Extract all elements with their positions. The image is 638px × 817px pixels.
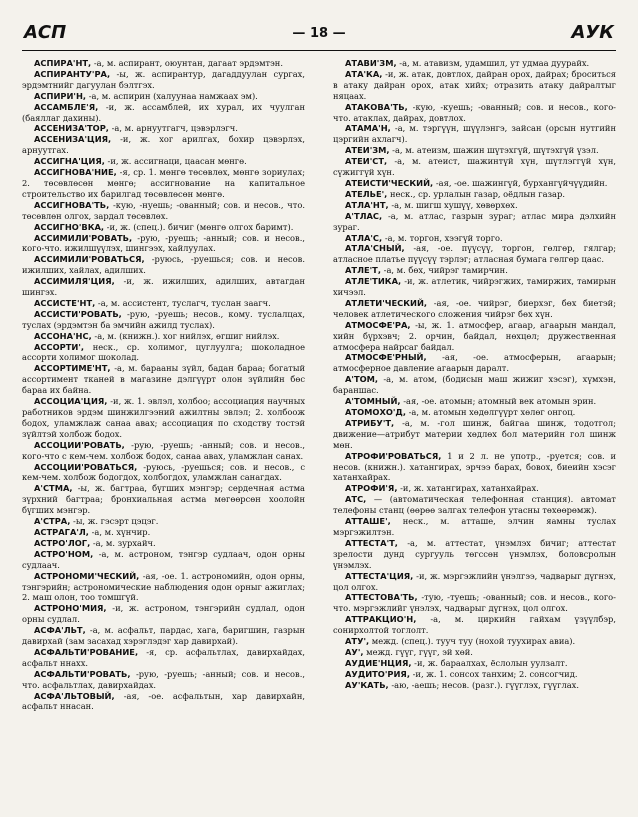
- entry-definition: -а, м. торгон, хээгүй торго.: [382, 232, 503, 243]
- entry-definition: — (автоматическая телефонная станция). автомат телефоны станц (өөрөө залгах телефон утасны төхөөрөмж).: [333, 494, 616, 516]
- entry-headword: АССИСТЕ'НТ,: [34, 297, 96, 308]
- entry-headword: АТЛА'С,: [345, 232, 383, 243]
- entry-headword: АТЕЛЬЕ',: [345, 188, 388, 199]
- entry-headword: АСТРОНО'МИЯ,: [34, 603, 107, 614]
- entry-definition: -тую, -туешь; -ованный; сов. и несов., кого-что. мэргэжлийг үнэлэх, чадварыг дүгнэх, цол олгох.: [333, 592, 616, 614]
- dictionary-entry: [22, 276, 305, 298]
- entry-headword: АТЕИ'ЗМ,: [345, 145, 390, 156]
- entry-definition: межд. (спец.). тууч туу (нохой туухирах авиа).: [369, 636, 576, 647]
- entry-definition: -рую, -руешь; -анный; сов. и несов., что. асфальтлах, давирхайдах.: [22, 668, 305, 690]
- dictionary-entry: [22, 102, 305, 124]
- dictionary-entry: [22, 549, 305, 571]
- entry-definition: -ая, -ое. атмосферын, агаарын; атмосферное давление агаарын даралт.: [333, 352, 616, 374]
- entry-definition: -рую, -руешь; -анный; сов. и несов., кого-что. ижилшүүлэх, шингээх, хайлуулах.: [22, 232, 305, 254]
- entry-definition: межд. гүүг, гүүг, эй хөй.: [363, 646, 473, 657]
- entry-headword: АСФА'ЛЬТОВЫЙ,: [34, 690, 115, 701]
- entry-definition: -а, м. тэргүүн, шүүлэнгэ, зайсан (орсын нутгийн цэргийн ахлагч).: [333, 123, 616, 145]
- dictionary-entry: [22, 123, 305, 134]
- entry-headword: АТЛА'НТ,: [345, 199, 389, 210]
- entry-headword: АТАВИ'ЗМ,: [345, 58, 397, 68]
- entry-headword: АТТАШЕ',: [345, 516, 391, 527]
- entry-headword: АСТРО'ЛОГ,: [34, 537, 91, 548]
- dictionary-entry: [333, 669, 616, 680]
- entry-definition: -и, ж. атак, довтлох, дайран орох, дайрах; броситься в атаку дайран орох, атак хийх; отразить атаку дайралтыг няцаах.: [333, 68, 616, 101]
- entry-definition: -и, ж. бараалхах, ёслолын уулзалт.: [411, 657, 568, 668]
- entry-definition: -и, ж. астроном, тэнгэрийн судлал, одон орны судлал.: [22, 603, 305, 625]
- entry-headword: АТТЕСТА'ЦИЯ,: [345, 570, 414, 581]
- entry-headword: АССИГНОВА'ТЬ,: [34, 199, 110, 210]
- entry-headword: АТЛЕ'Т,: [345, 265, 381, 276]
- entry-headword: АССИМИЛЯ'ЦИЯ,: [34, 276, 115, 287]
- dictionary-entry: [333, 156, 616, 178]
- entry-headword: АССОРТИ',: [34, 341, 85, 352]
- entry-definition: -а, м. аспирин (халуунаа намжаах эм).: [86, 90, 258, 101]
- dictionary-entry: [22, 91, 305, 102]
- entry-headword: АСПИРАНТУ'РА,: [34, 68, 111, 79]
- entry-definition: -и, ж. мэргэжлийн үнэлгээ, чадварыг дүгнэх, цол олгох.: [333, 570, 616, 592]
- entry-definition: -и, ж. ассигнаци, цаасан мөнгө.: [104, 156, 247, 167]
- dictionary-entry: [333, 538, 616, 571]
- right-guide-word: АУК: [571, 22, 614, 43]
- entry-headword: АУ',: [345, 646, 364, 657]
- entry-definition: -руюсь, -руешься; сов. и несов. ижилших, хайлах, адилших.: [22, 254, 305, 276]
- entry-headword: АУДИТО'РИЯ,: [345, 668, 410, 679]
- entry-headword: АТТЕСТОВА'ТЬ,: [345, 592, 418, 603]
- entry-definition: -ы, ж. багтраа, бүгших мэнгэр; сердечная астма зүрхний багтраа; бронхиальная астма мөгөөрсөн хоолойн бүгших мэнгэр.: [22, 483, 305, 516]
- dictionary-entry: [22, 527, 305, 538]
- entry-definition: -а, м. (книжн.). хог нийлэх, өгшиг нийлэх.: [91, 330, 280, 341]
- entry-headword: АССОЦИИ'РОВАТЬСЯ,: [34, 461, 138, 472]
- dictionary-entry: [333, 374, 616, 396]
- page-header: [22, 20, 616, 51]
- entry-definition: -а, м. зурхайч.: [90, 537, 156, 548]
- entry-definition: -а, м. асфальт, пардас, хага, баригшин, газрын давирхай (зам засахад хэрэглэдэг хар давирхай).: [22, 625, 305, 647]
- entry-headword: А'ТОМНЫЙ,: [345, 396, 401, 407]
- entry-headword: АССИСТИ'РОВАТЬ,: [34, 308, 122, 319]
- entry-headword: АССИГНА'ЦИЯ,: [34, 156, 105, 167]
- entry-definition: -и, ж. хатангирах, хатанхайрах.: [397, 483, 539, 494]
- dictionary-entry: [333, 123, 616, 145]
- dictionary-entry: [22, 298, 305, 309]
- entry-headword: АТМОСФЕ'РА,: [345, 319, 411, 330]
- entry-definition: -ая, -ое. пүүсүү, торгон, гөлгөр, гялгар; атласное платье пүүсүү тэрлэг; атласная бумага гөлгөр цаас.: [333, 243, 616, 265]
- entry-definition: -а, м. атеизм, шажин шүтэхгүй, шүтэхгүй үзэл.: [389, 145, 599, 156]
- dictionary-entry: [333, 320, 616, 353]
- dictionary-entry: [22, 331, 305, 342]
- dictionary-entry: [333, 516, 616, 538]
- entry-headword: АСФАЛЬТИ'РОВАТЬ,: [34, 668, 131, 679]
- entry-headword: АСФА'ЛЬТ,: [34, 625, 86, 636]
- entry-definition: -а, м. хүнчир.: [88, 526, 151, 537]
- dictionary-entry: [333, 145, 616, 156]
- dictionary-entry: [333, 298, 616, 320]
- entry-definition: неск., ср. холимог, цуглуулга; шоколадное ассорти холимог шоколад.: [22, 341, 305, 363]
- entry-definition: -а, м. циркийн гайхам үзүүлбэр, сонирхолтой тоглолт.: [333, 614, 616, 636]
- entry-headword: АТЕИСТИ'ЧЕСКИЙ,: [345, 177, 434, 188]
- dictionary-entry: [333, 614, 616, 636]
- entry-definition: -и, ж. хог арилгах, бохир цэвэрлэх, арнуутгах.: [22, 134, 305, 156]
- entry-headword: АТРОФИ'Я,: [345, 483, 398, 494]
- dictionary-entry: [22, 254, 305, 276]
- dictionary-entry: [333, 658, 616, 669]
- entry-headword: АСПИРИ'Н,: [34, 90, 87, 101]
- entry-headword: АТУ',: [345, 636, 370, 647]
- entry-definition: -а, м. шигш хушүү, хөвөрхөх.: [388, 199, 518, 210]
- dictionary-entry: [333, 178, 616, 189]
- entry-headword: АТЛА'СНЫЙ,: [345, 243, 405, 254]
- dictionary-entry: [333, 102, 616, 124]
- entry-headword: АТЛЕТИ'ЧЕСКИЙ,: [345, 297, 428, 308]
- dictionary-entry: [333, 200, 616, 211]
- dictionary-entry: [22, 233, 305, 255]
- dictionary-entry: [333, 418, 616, 451]
- entry-definition: -и, ж. атлетик, чийрэгжих, тамиржих, тамирын хичээл.: [333, 276, 616, 298]
- dictionary-entry: [333, 636, 616, 647]
- dictionary-entry: [22, 603, 305, 625]
- dictionary-entry: [333, 243, 616, 265]
- entry-definition: неск., ср. урлалын газар, оёдлын газар.: [387, 188, 565, 199]
- entry-headword: АССОЦИИ'РОВАТЬ,: [34, 439, 125, 450]
- entry-headword: АССИГНО'ВКА,: [34, 221, 105, 232]
- entry-headword: АССАМБЛЕ'Я,: [34, 101, 99, 112]
- entry-headword: АСТРАГА'Л,: [34, 526, 89, 537]
- entry-definition: -я, ср. 1. мөнгө төсөвлөх, мөнгө зориулах; 2. төсөвлөсөн мөнгө; ассигнование на капитальное строительство их барилгад төсөвлөсөн мөнгө.: [22, 167, 305, 199]
- entry-definition: -рую, -руешь; несов., кому. туслалцах, туслах (эрдэмтэн ба эмчийн ажилд туслах).: [22, 308, 305, 330]
- entry-headword: АТТРАКЦИО'Н,: [345, 614, 417, 625]
- dictionary-entry: [22, 58, 305, 69]
- entry-definition: -а, м. атавизм, удамшил, ут удмаа дуурайх.: [396, 58, 590, 68]
- entry-headword: АССОЦИА'ЦИЯ,: [34, 396, 108, 407]
- dictionary-entry: [333, 276, 616, 298]
- entry-headword: АУ'КАТЬ,: [345, 679, 389, 690]
- dictionary-entry: [22, 571, 305, 604]
- dictionary-entry: [333, 233, 616, 244]
- entry-definition: -а, м. арнуутгагч, цэвэрлэгч.: [108, 123, 238, 134]
- dictionary-entry: [22, 483, 305, 516]
- entry-definition: -ы, ж. 1. атмосфер, агаар, агаарын мандал, хийн бүрхэвч; 2. орчин, байдал, нөхцөл; дружественная атмосфера найрсаг байдал.: [333, 319, 616, 352]
- dictionary-entry: [333, 483, 616, 494]
- entry-definition: -а, м. бөх, чийрэг тамирчин.: [381, 265, 508, 276]
- page-number: — 18 —: [292, 26, 346, 41]
- dictionary-entry: [22, 516, 305, 527]
- dictionary-entry: [333, 211, 616, 233]
- dictionary-entry: [22, 200, 305, 222]
- dictionary-entry: [333, 407, 616, 418]
- entry-definition: -ая, -ое. атомын; атомный век атомын эрин.: [400, 396, 597, 407]
- entry-definition: -рую, -руешь; -анный; сов. и несов., кого-что с кем-чем. холбож бодох, санаа авах, уламжлан санах.: [22, 439, 305, 461]
- dictionary-entry: [22, 156, 305, 167]
- entry-headword: АТМОСФЕ'РНЫЙ,: [345, 352, 427, 363]
- dictionary-entry: [22, 669, 305, 691]
- dictionary-entry: [22, 309, 305, 331]
- entry-headword: АССЕНИЗА'ТОР,: [34, 123, 109, 134]
- entry-headword: АССИМИЛИ'РОВАТЬСЯ,: [34, 254, 145, 265]
- entry-headword: АУДИЕ'НЦИЯ,: [345, 657, 412, 668]
- dictionary-entry: [333, 647, 616, 658]
- dictionary-entry: [333, 680, 616, 691]
- entry-definition: -я, ср. асфальтлах, давирхайдах, асфальт ннахх.: [22, 646, 305, 668]
- entry-definition: -а, м. ассистент, туслагч, туслан заагч.: [95, 297, 271, 308]
- dictionary-entry: [22, 625, 305, 647]
- entry-definition: -а, м. барааны зүйл, бадан бараа; богатый ассортимент тканей в магазине дэлгүүрт олон зүйлийн бөс бараа их байна.: [22, 363, 305, 396]
- entry-definition: -ая, -ое. асфальтын, хар давирхайн, асфальт ннасан.: [22, 690, 305, 712]
- entry-headword: АССИГНОВА'НИЕ,: [34, 167, 117, 178]
- dictionary-entry: [333, 494, 616, 516]
- entry-definition: -и, ж. 1. сонсох танхим; 2. сонсогчид.: [409, 668, 578, 679]
- entry-headword: АССОНА'НС,: [34, 330, 92, 341]
- right-column: [333, 58, 616, 806]
- dictionary-entry: [22, 440, 305, 462]
- entry-definition: -а, м. атомын хөдөлгүүрт хөлөг онгоц.: [405, 407, 576, 417]
- entry-definition: -ая, -ое. 1. астрономийн, одон орны, тэнгэрийн; астрономические наблюдения одон орныг ажиглах; 2. маш олон, тоо томшгүй.: [22, 570, 305, 603]
- entry-headword: А'СТМА,: [34, 483, 73, 494]
- entry-headword: А'ТЛАС,: [345, 210, 383, 221]
- entry-headword: АССИМИЛИ'РОВАТЬ,: [34, 232, 133, 243]
- dictionary-entry: [333, 58, 616, 69]
- dictionary-entry: [22, 167, 305, 200]
- dictionary-entry: [22, 462, 305, 484]
- dictionary-entry: [333, 571, 616, 593]
- dictionary-entry: [333, 592, 616, 614]
- dictionary-entry: [22, 342, 305, 364]
- entry-headword: АСТРОНОМИ'ЧЕСКИЙ,: [34, 570, 140, 581]
- left-guide-word: АСП: [24, 22, 67, 43]
- entry-definition: -аю, -аешь; несов. (разг.). гүүглэх, гүүглах.: [388, 679, 579, 690]
- dictionary-entry: [22, 396, 305, 440]
- dictionary-entry: [333, 451, 616, 484]
- dictionary-entry: [333, 265, 616, 276]
- entry-definition: -а, м. -гол шинж, байгаа шинж, тодотгол; движение—атрибут материи хөдлөх бол материйн гол шинж мөн.: [333, 417, 616, 450]
- dictionary-entry: [22, 691, 305, 713]
- dictionary-entry: [22, 134, 305, 156]
- entry-headword: АССОРТИМЕ'НТ,: [34, 363, 111, 374]
- entry-headword: АТА'КА,: [345, 68, 383, 79]
- dictionary-entry: [22, 363, 305, 396]
- entry-definition: -ы, ж. аспирантур, дагаддуулан сургах, эрдэмтнийг дагуулан бэлтгэх.: [22, 68, 305, 90]
- entry-headword: АТРОФИ'РОВАТЬСЯ,: [345, 450, 442, 461]
- entry-definition: -а, м. атлас, газрын зураг; атлас мира дэлхийн зураг.: [333, 210, 616, 232]
- entry-headword: АТЕИ'СТ,: [345, 156, 388, 167]
- dictionary-entry: [22, 222, 305, 233]
- entry-definition: -ая, -ое. чийрэг, биерхэг, бөх биетэй; человек атлетического сложения чийрэг бөх хүн.: [333, 297, 616, 319]
- entry-headword: А'ТОМ,: [345, 374, 379, 385]
- entry-definition: неск., м. атташе, элчин яамны туслах мэргэжилтэн.: [333, 516, 616, 537]
- entry-headword: АСТРО'НОМ,: [34, 548, 94, 559]
- entry-definition: -кую, -куешь; -ованный; сов. и несов., кого-что. атаклах, дайрах, довтлох.: [333, 101, 616, 123]
- entry-definition: -и, ж. (спец.). бичиг (мөнгө олгох баримт).: [104, 221, 294, 232]
- entry-headword: АТРИБУ'Т,: [345, 417, 395, 428]
- entry-headword: АТАКОВА'ТЬ,: [345, 101, 408, 112]
- entry-headword: А'СТРА,: [34, 516, 71, 527]
- entry-headword: АТЛЕ'ТИКА,: [345, 276, 402, 287]
- entry-headword: АТОМОХО'Д,: [345, 407, 406, 417]
- entry-definition: -а, м. астроном, тэнгэр судлаач, одон орны судлаач.: [22, 548, 305, 570]
- entry-headword: АСПИРА'НТ,: [34, 58, 92, 68]
- entry-definition: -руюсь, -руешься; сов. и несов., с кем-чем. холбож бодогдох, холбогдох, уламжлан санагдах.: [22, 461, 305, 483]
- dictionary-entry: [333, 189, 616, 200]
- dictionary-entry: [333, 396, 616, 407]
- entry-definition: -а, м. аттестат, үнэмлэх бичиг; аттестат зрелости дунд сургууль төгссөн үнэмлэх, боловсролын үнэмлэх.: [333, 537, 616, 570]
- entry-definition: -и, ж. 1. эвлэл, холбоо; ассоциация научных работников эрдэм шинжилгээний ажилтны эвлэл; 2. холбоож бодох, уламжлаж санаа авах; ассоциация по сходству тостэй зүйлтэй холбож бодох.: [22, 396, 305, 439]
- entry-definition: 1 и 2 л. не употр., -руется; сов. и несов. (книжн.). хатангирах, эрчээ барах, бовох, биеийн хэсэг хатанхайрах.: [333, 450, 616, 483]
- entry-definition: -ая, -ое. шажингүй, бурхангүйчүүдийн.: [433, 177, 608, 188]
- dictionary-entry: [333, 352, 616, 374]
- left-column: [22, 58, 305, 806]
- entry-definition: -кую, -нуешь; -ованный; сов. и несов., что. төсөвлөн олгох, зардал төсөвлөх.: [22, 199, 305, 221]
- dictionary-entry: [22, 647, 305, 669]
- dictionary-entry: [22, 69, 305, 91]
- entry-headword: АТТЕСТА'Т,: [345, 537, 398, 548]
- entry-headword: АСФАЛЬТИ'РОВАНИЕ,: [34, 646, 139, 657]
- entry-definition: -и, ж. ассамблей, их хурал, их чуулган (баяллаг дахины).: [22, 101, 305, 123]
- dictionary-entry: [333, 69, 616, 102]
- entry-headword: АТС,: [345, 494, 367, 505]
- entry-definition: -а, м. аспирант, оюунтан, дагаат эрдэмтэн.: [91, 58, 283, 68]
- entry-headword: АССЕНИЗА'ЦИЯ,: [34, 134, 112, 145]
- dictionary-entry: [22, 538, 305, 549]
- entry-definition: -а, м. атеист, шажинтүй хүн, шүтлэггүй хүн, сүжиггүй хүн.: [333, 156, 616, 178]
- entry-definition: -и, ж. ижилших, адилших, автагдан шингэх.: [22, 276, 305, 298]
- entry-definition: -а, м. атом, (бодисын маш жижиг хэсэг), хүмхэн, бараншас.: [333, 374, 616, 396]
- entry-headword: АТАМА'Н,: [345, 123, 391, 134]
- entry-definition: -ы, ж. гэсэрт цэцэг.: [70, 516, 159, 527]
